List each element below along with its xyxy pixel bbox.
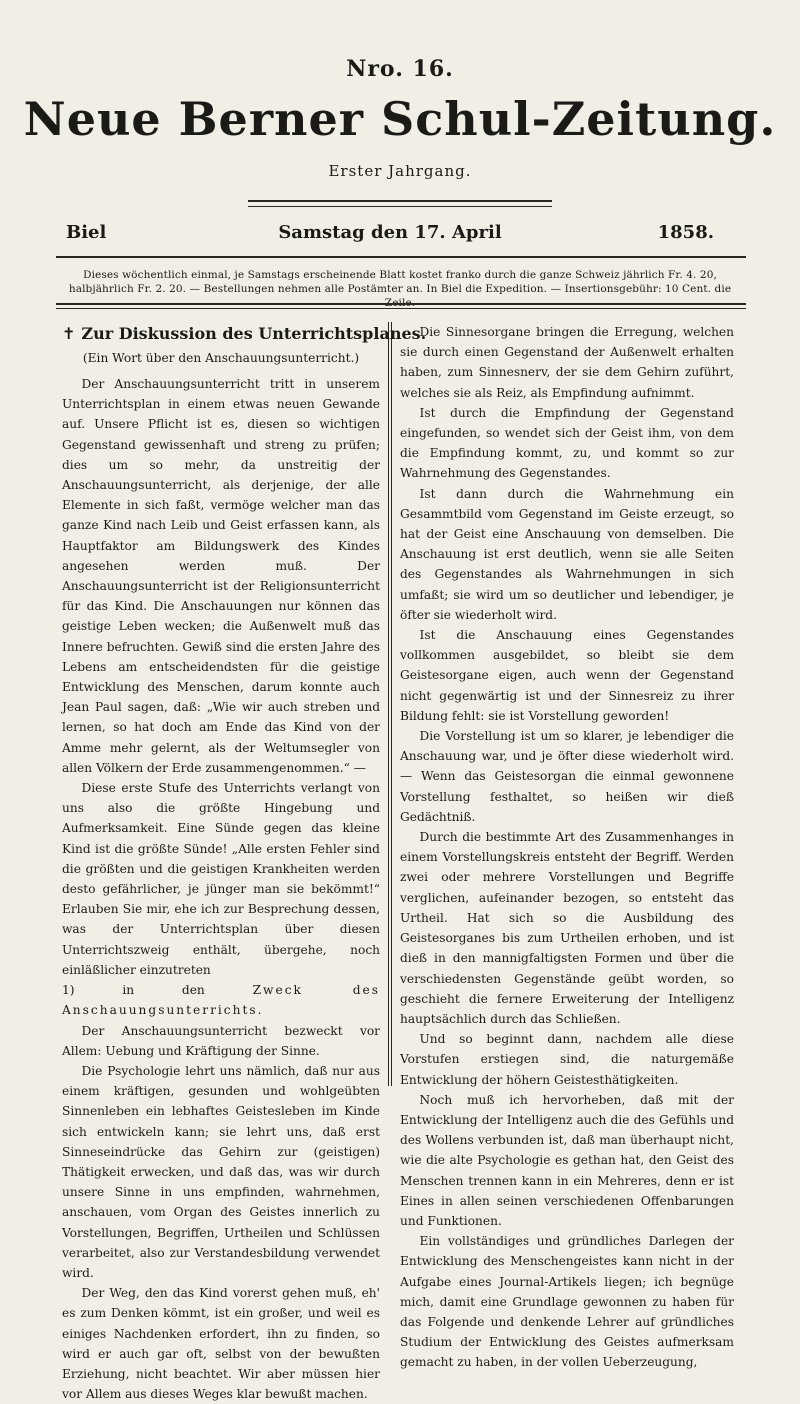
cross-icon: ✝ (62, 324, 76, 343)
masthead-title: Neue Berner Schul-Zeitung. (23, 92, 777, 146)
paragraph: Die Sinnesorgane bringen die Erregung, welchen sie durch einen Gegenstand der Außenwelt erhalten haben, zum Sinnesnerv, der sie dem Gehirn zuführt, welches sie als Reiz, als Empfindung aufnimmt. (400, 325, 734, 400)
section-number: 1) in den (62, 983, 205, 998)
dateline-rule (56, 256, 746, 258)
paragraph: Ein vollständiges und gründliches Darlegen der Entwicklung des Menschengeistes kann nicht in der Aufgabe eines Journal-Artikels liegen; ich begnüge mich, damit eine Grundlage gewonnen zu haben für das Folgende und denkende Lehrer auf gründliches Studium der Entwicklung des Geistes aufmerksam gemacht zu haben, in der vollen Ueberzeugung, (400, 1234, 734, 1370)
notice-rule-top (56, 303, 746, 305)
notice-rule-bottom (56, 308, 746, 309)
subscription-notice: Dieses wöchentlich einmal, je Samstags erscheinende Blatt kostet franko durch die ganze Schweiz jährlich Fr. 4. 20, halbjährlich Fr. 2. 20. — Bestellungen nehmen alle Postämter an. In Biel die Expedition. — Insertionsgebühr: 10 Cent. die (68, 269, 732, 295)
dateline-year: 1858. (657, 222, 714, 243)
article-column-right (400, 322, 734, 1373)
paragraph: Ist durch die Empfindung der Gegenstand eingefunden, so wendet sich der Geist ihm, von dem die Empfindung kommt, zu, und kommt so zur Wahrnehmung des Gegenstandes. (400, 405, 734, 481)
issue-number: Nro. 16. (346, 56, 454, 82)
paragraph: Der Anschauungsunterricht tritt in unserem Unterrichtsplan in einem etwas neuen Gewande auf. Unsere Pflicht ist es, diesen so wichtigen Gegenstand gewissenhaft und streng zu prüfen; dies um so mehr, da unstreitig der Anschauungsunterricht, als derjenige, der alle Elemente in sich faßt, vermöge welcher man das ganze Kind nach Leib und Geist erfassen kann, als Hauptfaktor am Bildungswerk des Kindes angesehen werden muß. Der Anschauungsunterricht ist der Religionsunterricht für das Kind. Die Anschauungen nur können das geistige Leben wecken; die Außenwelt muß das Innere befruchten. Gewiß sind die ersten Jahre des Lebens am entscheidendsten für die geistige Entwicklung des Menschen, darum konnte auch Jean Paul sagen, daß: „Wie wir auch streben und lernen, so hat doch am Ende das Kind von der Amme mehr gelernt, als der Weltumsegler von allen Völkern der Erde zusammengenommen.“ — (62, 377, 380, 775)
paragraph: Diese erste Stufe des Unterrichts verlangt von uns also die größte Hingebung und Aufmerksamkeit. Eine Sünde gegen das kleine Kind ist die größte Sünde! „Alle ersten Fehler sind die größten und die geistigen Krankheiten werden desto gefährlicher, je jünger man sie bekömmt!“ Erlauben Sie mir, ehe ich zur Besprechung dessen, was der Unterrichtsplan über diesen Unterrichtszweig enthält, übergehe, noch einläßlicher einzutreten (62, 781, 380, 977)
article-column-left (62, 322, 427, 1404)
paragraph: Und so beginnt dann, nachdem alle diese Vorstufen erstiegen sind, die naturgemäße Entwicklung der höhern Geistesthätigkeiten. (400, 1032, 734, 1087)
paragraph: Durch die bestimmte Art des Zusammenhanges in einem Vorstellungskreis entsteht der Begriff. Werden zwei oder mehrere Vorstellungen und Begriffe verglichen, aufeinander bezogen, so entsteht das Urtheil. Hat sich so die Ausbildung des Geistesorganes bis zum Urtheilen erhoben, und ist dieß in den mannigfaltigsten Formen und über die verschiedensten Gegenstände geübt worden, so geschieht die fernere Erweiterung der Intelligenz hauptsächlich durch das Schließen. (400, 830, 734, 1026)
column-divider (388, 322, 389, 1086)
paragraph: Ist dann durch die Wahrnehmung ein Gesammtbild vom Gegenstand im Geiste erzeugt, so hat der Geist eine Anschauung von demselben. Die Anschauung ist erst deutlich, wenn sie alle Seiten des Gegenstandes als Wahrnehmungen in sich umfaßt; sie wird um so deutlicher und lebendiger, je öfter sie wiederholt wird. (400, 486, 734, 622)
article-headline-text: Zur Diskussion des Unterrichtsplanes. (81, 324, 427, 343)
dateline-place: Biel (66, 222, 107, 243)
section-heading (62, 980, 380, 1020)
article-headline (62, 322, 427, 346)
paragraph: Die Vorstellung ist um so klarer, je lebendiger die Anschauung war, und je öfter diese wiederholt wird. — Wenn das Geistesorgan die einmal gewonnene Vorstellung festhaltet, so heißen wir dieß Gedächtniß. (400, 729, 734, 824)
paragraph: Der Anschauungsunterricht bezweckt vor Allem: Uebung und Kräftigung der Sinne. (62, 1023, 380, 1058)
section-title: Zweck des Anschauungsunterrichts. (62, 983, 381, 1018)
column-divider-inner (391, 322, 392, 1086)
article-subhead: (Ein Wort über den Anschauungsunterricht.) (82, 351, 360, 365)
paragraph: Der Weg, den das Kind vorerst gehen muß, eh' es zum Denken kömmt, ist ein großer, und weil es einiges Nachdenken erfordert, ihn zu finden, so wird er auch gar oft, selbst von der bewußten Erziehung, nicht beachtet. Wir aber müssen hier vor Allem aus dieses Weges klar bewußt machen. (62, 1286, 380, 1402)
volume-subtitle: Erster Jahrgang. (328, 162, 472, 180)
masthead-rule-top (248, 200, 552, 202)
dateline-date: Samstag den 17. April (278, 222, 502, 243)
masthead-rule-bottom (248, 206, 552, 207)
paragraph: Die Psychologie lehrt uns nämlich, daß nur aus einem kräftigen, gesunden und wohlgeübten Sinnenleben ein lebhaftes Geistesleben im Kinde sich entwickeln kann; sie lehrt uns, daß erst Sinneseindrücke das Gehirn zur (geistigen) Thätigkeit erwecken, und daß das, was wir durch unsere Sinne in uns empfinden, wahrnehmen, anschauen, vom Organ des Geistes innerlich zu Vorstellungen, Begriffen, Urtheilen und Schlüssen verarbeitet, also zur Verstandesbildung verwendet wird. (62, 1063, 380, 1280)
paragraph: Ist die Anschauung eines Gegenstandes vollkommen ausgebildet, so bleibt sie dem Geistesorgane eigen, auch wenn der Gegenstand nicht gegenwärtig ist und der Sinnesreiz zu ihrer Bildung fehlt: sie ist Vorstellung geworden! (400, 628, 734, 723)
paragraph: Noch muß ich hervorheben, daß mit der Entwicklung der Intelligenz auch die des Gefühls und des Wollens verbunden ist, daß man überhaupt nicht, wie die alte Psychologie es gethan hat, den Geist des Menschen trennen kann in ein Mehreres, denn er ist Eines in allen seinen verschiedenen Offenbarungen und Funktionen. (400, 1092, 734, 1228)
dateline (66, 222, 714, 246)
